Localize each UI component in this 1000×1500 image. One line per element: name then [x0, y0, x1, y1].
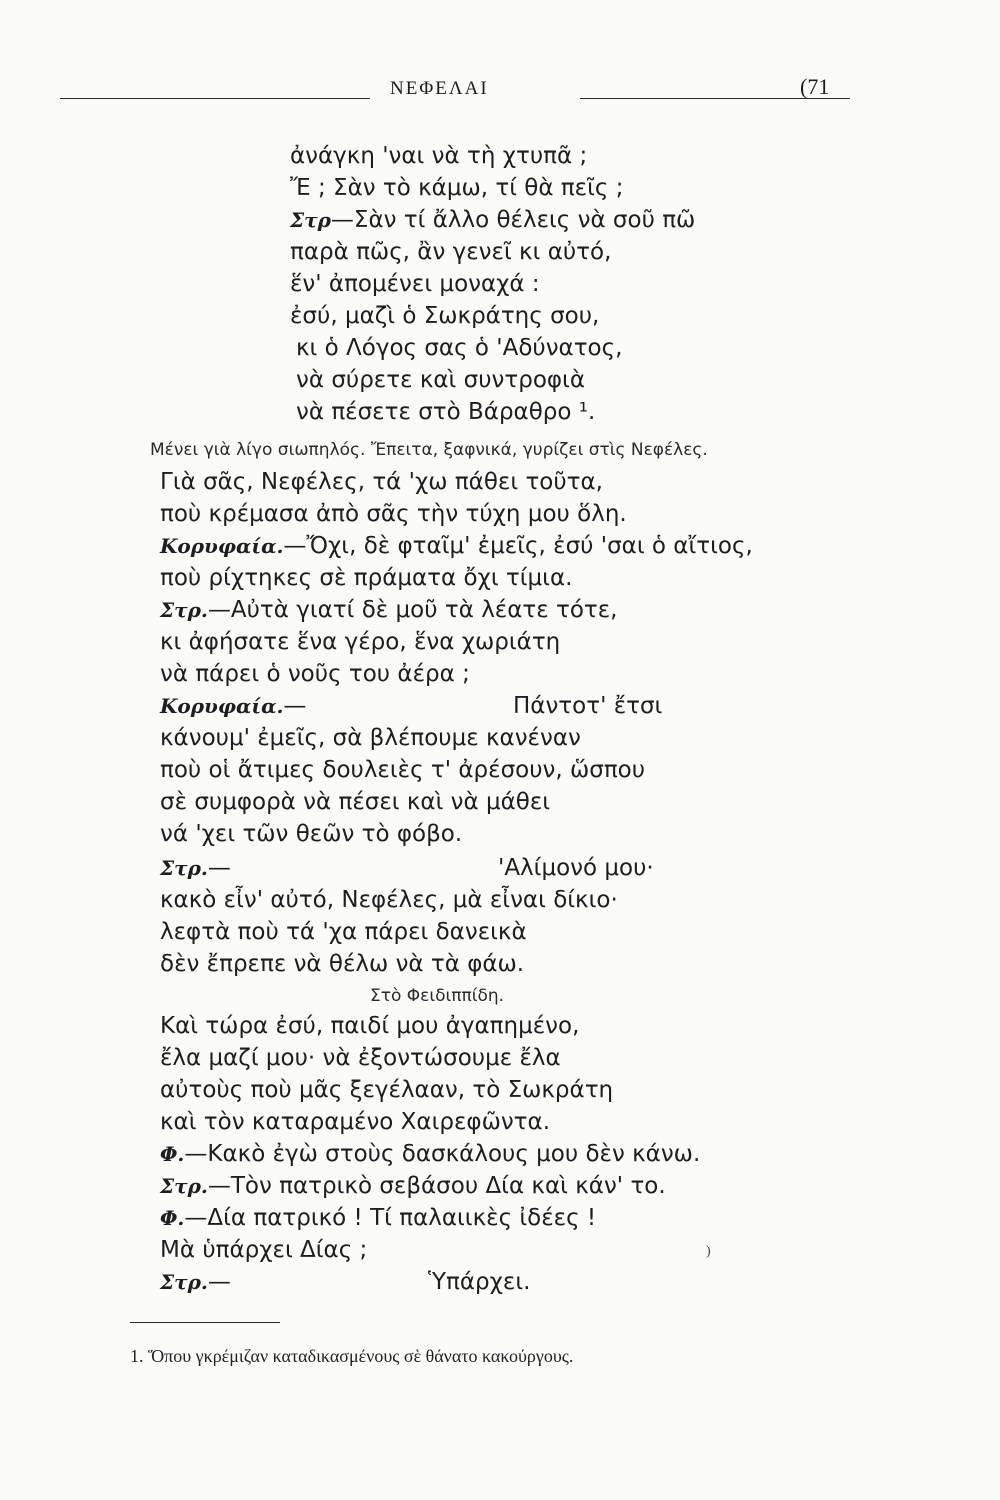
verse-line: Στρ.—Αὐτὰ γιατί δὲ μοῦ τὰ λέατε τότε,	[160, 597, 618, 623]
verse-line: αὐτοὺς ποὺ μᾶς ξεγέλααν, τὸ Σωκράτη	[160, 1077, 614, 1103]
speaker-label: Στρ.	[160, 1270, 208, 1294]
speaker-label: Φ.	[160, 1206, 185, 1230]
verse-line: κι ὁ Λόγος σας ὁ 'Αδύνατος,	[296, 335, 623, 361]
verse-line: κάνουμ' ἐμεῖς, σὰ βλέπουμε κανέναν	[160, 725, 581, 751]
header-rule-left	[60, 98, 370, 99]
page-number: (71	[800, 74, 830, 99]
verse-line: Κορυφαία.—Ὄχι, δὲ φταῖμ' ἐμεῖς, ἐσύ 'σαι ὁ αἴτιος,	[160, 533, 753, 559]
stage-direction: Μένει γιὰ λίγο σιωπηλός. Ἔπειτα, ξαφνικά, γυρίζει στὶς Νεφέλες.	[150, 440, 708, 460]
verse-line: σὲ συμφορὰ νὰ πέσει καὶ νὰ μάθει	[160, 789, 551, 815]
footnote-rule	[130, 1322, 280, 1323]
verse-line: νὰ σύρετε καὶ συντροφιὰ	[296, 367, 586, 393]
verse-line: Πάντοτ' ἔτσι	[513, 693, 663, 719]
speaker-label: Στρ.	[160, 1174, 208, 1198]
verse-line: ποὺ οἱ ἄτιμες δουλειὲς τ' ἀρέσουν, ὥσπου	[160, 757, 646, 783]
verse-line: Στρ.—Τὸν πατρικὸ σεβάσου Δία καὶ κάν' το.	[160, 1173, 666, 1199]
verse-line: νὰ πέσετε στὸ Βάραθρο ¹.	[296, 399, 596, 425]
verse-line: Κορυφαία.—	[160, 693, 307, 719]
verse-line: ποὺ κρέμασα ἀπὸ σᾶς τὴν τύχη μου ὅλη.	[160, 501, 627, 527]
verse-line: ἀνάγκη 'ναι νὰ τὴ χτυπᾶ ;	[290, 143, 588, 169]
verse-line: Καὶ τώρα ἐσύ, παιδί μου ἀγαπημένο,	[160, 1013, 580, 1039]
verse-line: Ἔ ; Σὰν τὸ κάμω, τί θὰ πεῖς ;	[290, 175, 624, 201]
speaker-label: Στρ	[290, 208, 331, 232]
verse-line: ποὺ ρίχτηκες σὲ πράματα ὄχι τίμια.	[160, 565, 573, 591]
verse-line: Στρ.—	[160, 1269, 231, 1295]
verse-line: κακὸ εἶν' αὐτό, Νεφέλες, μὰ εἶναι δίκιο·	[160, 887, 618, 913]
speaker-label: Στρ.	[160, 856, 208, 880]
running-header	[60, 70, 840, 110]
speaker-label: Στρ.	[160, 598, 208, 622]
verse-line: Στρ—Σὰν τί ἄλλο θέλεις νὰ σοῦ πῶ	[290, 207, 696, 233]
stage-direction: Στὸ Φειδιππίδη.	[370, 986, 505, 1006]
verse-line: ἔλα μαζί μου· νὰ ἐξοντώσουμε ἔλα	[160, 1045, 561, 1071]
verse-line: ἐσύ, μαζὶ ὁ Σωκράτης σου,	[290, 303, 600, 329]
verse-line: Φ.—Δία πατρικό ! Τί παλαιικὲς ἰδέες !	[160, 1205, 597, 1231]
speaker-label: Κορυφαία.	[160, 694, 284, 718]
speaker-label: Φ.	[160, 1142, 185, 1166]
verse-line: νά 'χει τῶν θεῶν τὸ φόβο.	[160, 821, 463, 847]
verse-line: Γιὰ σᾶς, Νεφέλες, τά 'χω πάθει τοῦτα,	[160, 469, 603, 495]
verse-line: Μὰ ὑπάρχει Δίας ;	[160, 1237, 368, 1263]
verse-line: ἕν' ἀπομένει μοναχά :	[290, 271, 540, 297]
verse-line: λεφτὰ ποὺ τά 'χα πάρει δανεικὰ	[160, 919, 527, 945]
speaker-label: Κορυφαία.	[160, 534, 284, 558]
verse-line: Ὑπάρχει.	[428, 1269, 531, 1295]
running-title: ΝΕΦΕΛΑΙ	[390, 78, 489, 99]
verse-line: δὲν ἔπρεπε νὰ θέλω νὰ τὰ φάω.	[160, 951, 525, 977]
verse-line: κι ἀφήσατε ἕνα γέρο, ἕνα χωριάτη	[160, 629, 561, 655]
verse-line: νὰ πάρει ὁ νοῦς του ἀέρα ;	[160, 661, 470, 687]
stray-mark: )	[706, 1244, 711, 1259]
footnote: 1. Ὅπου γκρέμιζαν καταδικασμένους σὲ θάνατο κακούργους.	[130, 1346, 574, 1366]
verse-line: 'Αλίμονό μου·	[498, 855, 654, 881]
verse-line: καὶ τὸν καταραμένο Χαιρεφῶντα.	[160, 1109, 551, 1135]
verse-line: Στρ.—	[160, 855, 231, 881]
verse-line: Φ.—Κακὸ ἐγὼ στοὺς δασκάλους μου δὲν κάνω.	[160, 1141, 701, 1167]
verse-line: παρὰ πῶς, ἂν γενεῖ κι αὐτό,	[290, 239, 612, 265]
